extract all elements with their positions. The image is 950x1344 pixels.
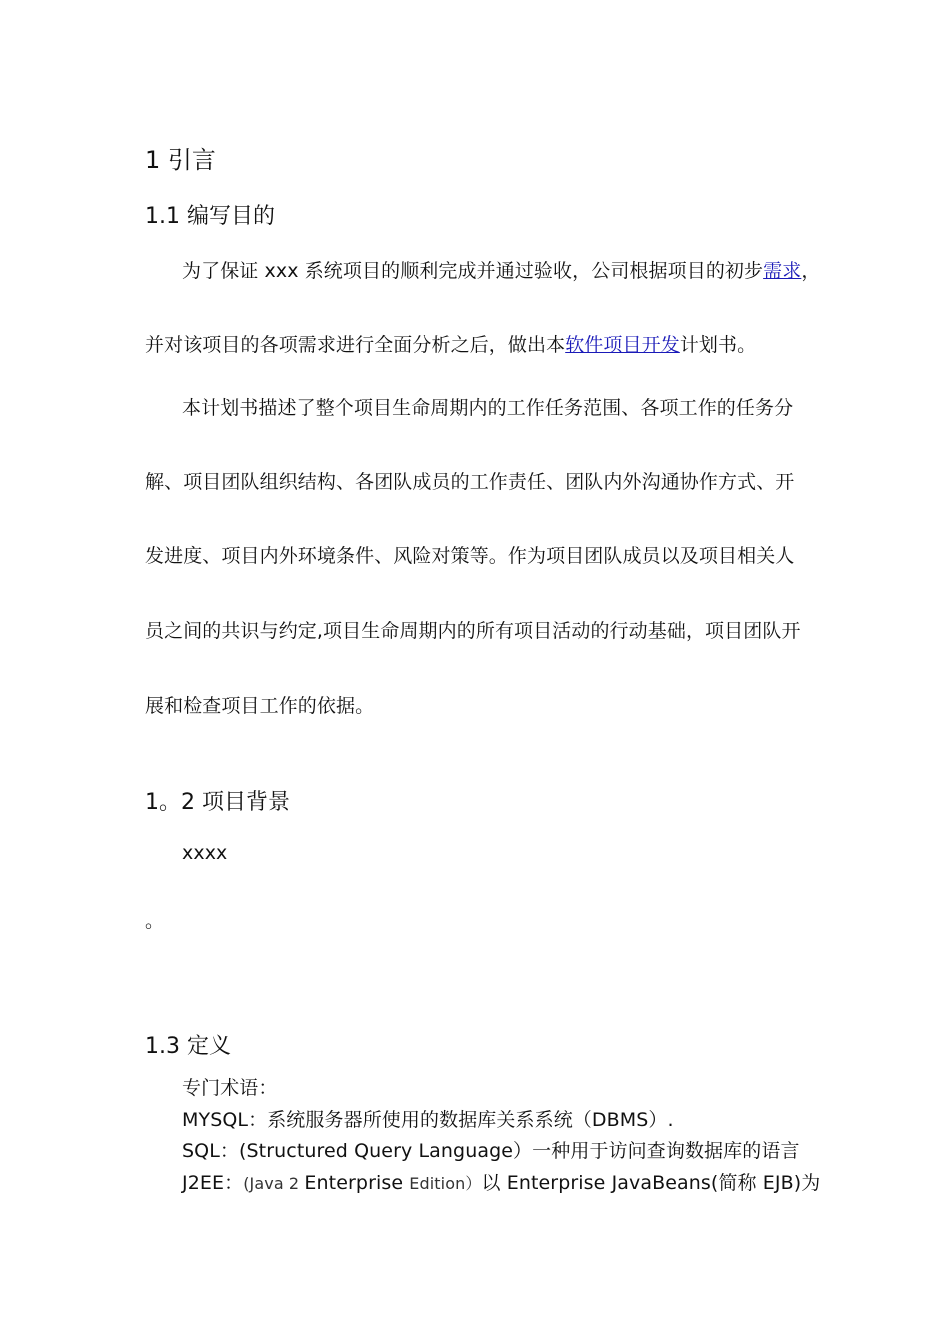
term-j2ee-edition: Edition） xyxy=(409,1174,482,1193)
heading-introduction: 1 引言 xyxy=(145,146,216,174)
purpose-paragraph-line-2 xyxy=(145,330,756,357)
purpose-paragraph-line-1 xyxy=(182,256,820,283)
purpose-text: 并对该项目的各项需求进行全面分析之后，做出本 xyxy=(145,334,566,356)
purpose-text-comma: ， xyxy=(801,260,821,282)
term-sql: SQL：(Structured Query Language）一种用于访问查询数据库的语言 xyxy=(182,1140,800,1162)
scope-paragraph-line-2: 解、项目团队组织结构、各团队成员的工作责任、团队内外沟通协作方式、开 xyxy=(145,471,795,493)
scope-paragraph-line-4: 员之间的共识与约定,项目生命周期内的所有项目活动的行动基础，项目团队开 xyxy=(145,620,801,642)
term-j2ee-enterprise: Enterprise xyxy=(304,1172,410,1194)
software-project-development-link[interactable]: 软件项目开发 xyxy=(565,334,680,356)
term-j2ee-java2: (Java 2 xyxy=(243,1174,305,1193)
purpose-text-end: 计划书。 xyxy=(679,334,757,356)
term-j2ee xyxy=(182,1168,820,1195)
purpose-text: 为了保证 xxx 系统项目的顺利完成并通过验收，公司根据项目的初步 xyxy=(182,260,764,282)
requirements-link[interactable]: 需求 xyxy=(763,260,802,282)
scope-paragraph-line-1: 本计划书描述了整个项目生命周期内的工作任务范围、各项工作的任务分 xyxy=(182,397,794,419)
terms-label: 专门术语： xyxy=(182,1077,278,1099)
background-body: xxxx xyxy=(182,842,228,864)
scope-paragraph-line-3: 发进度、项目内外环境条件、风险对策等。作为项目团队成员以及项目相关人 xyxy=(145,545,795,567)
term-mysql: MYSQL：系统服务器所使用的数据库关系系统（DBMS）. xyxy=(182,1109,674,1131)
term-j2ee-label: J2EE： xyxy=(182,1172,244,1194)
term-j2ee-description: 以 Enterprise JavaBeans(简称 EJB)为 xyxy=(481,1172,821,1194)
scope-paragraph-line-5: 展和检查项目工作的依据。 xyxy=(145,695,375,717)
heading-purpose: 1.1 编写目的 xyxy=(145,204,275,229)
heading-project-background: 1。2 项目背景 xyxy=(145,790,290,815)
heading-definitions: 1.3 定义 xyxy=(145,1034,231,1059)
background-trailing-mark: 。 xyxy=(145,910,165,932)
